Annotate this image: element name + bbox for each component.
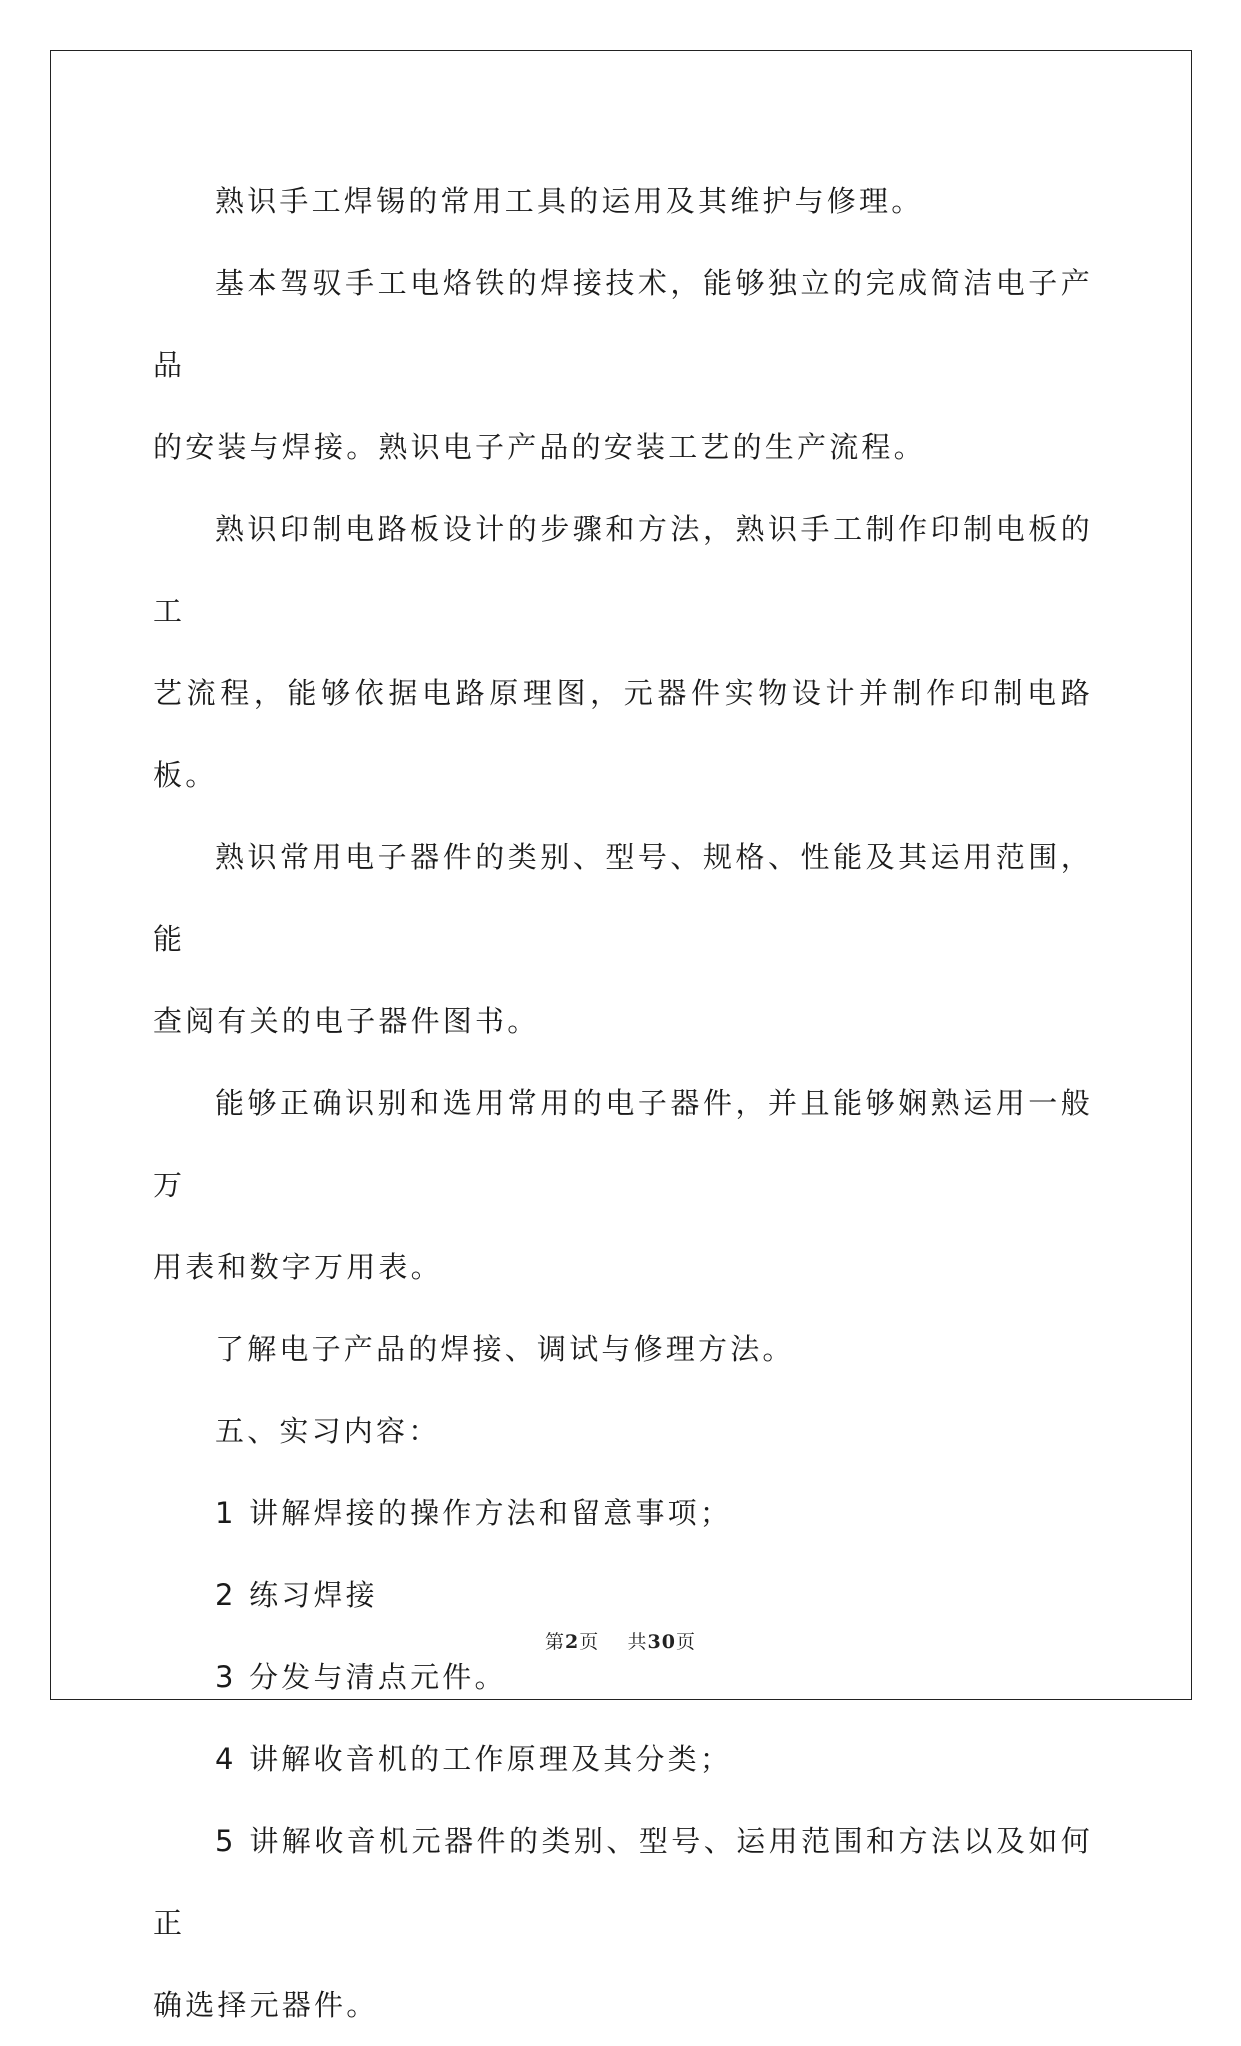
text-line: 1 讲解焊接的操作方法和留意事项； xyxy=(215,1496,733,1530)
section-heading xyxy=(153,1390,1093,1472)
text-line: 3 分发与清点元件。 xyxy=(215,1660,507,1694)
list-item-1 xyxy=(153,1472,1093,1554)
footer-page-suffix: 页 xyxy=(579,1631,600,1653)
section-heading-text: 五、实习内容： xyxy=(215,1414,441,1448)
text-line: 的安装与焊接。熟识电子产品的安装工艺的生产流程。 xyxy=(153,430,926,464)
text-line: 能够正确识别和选用常用的电子器件，并且能够娴熟运用一般万 xyxy=(153,1086,1093,1202)
list-item-2 xyxy=(153,1554,1093,1636)
footer-prefix: 第 xyxy=(545,1631,566,1653)
text-line: 熟识印制电路板设计的步骤和方法，熟识手工制作印制电板的工 xyxy=(153,512,1093,628)
text-line: 了解电子产品的焊接、调试与修理方法。 xyxy=(215,1332,795,1366)
paragraph-6 xyxy=(153,1308,1093,1390)
current-page-number: 2 xyxy=(565,1631,580,1653)
footer-total-suffix: 页 xyxy=(675,1631,696,1653)
paragraph-3 xyxy=(153,488,1093,816)
text-line: 查阅有关的电子器件图书。 xyxy=(153,1004,540,1038)
text-line: 用表和数字万用表。 xyxy=(153,1250,443,1284)
list-item-5 xyxy=(153,1800,1093,2046)
text-line: 5 讲解收音机元器件的类别、型号、运用范围和方法以及如何正 xyxy=(153,1824,1093,1940)
text-line: 确选择元器件。 xyxy=(153,1988,379,2022)
text-line: 熟识常用电子器件的类别、型号、规格、性能及其运用范围，能 xyxy=(153,840,1093,956)
paragraph-1 xyxy=(153,160,1093,242)
paragraph-5 xyxy=(153,1062,1093,1308)
text-line: 基本驾驭手工电烙铁的焊接技术，能够独立的完成简洁电子产品 xyxy=(153,266,1093,382)
document-body xyxy=(153,160,1093,2046)
footer-total-prefix: 共 xyxy=(627,1631,648,1653)
list-item-4 xyxy=(153,1718,1093,1800)
total-pages-number: 30 xyxy=(647,1631,676,1653)
text-line: 2 练习焊接 xyxy=(215,1578,378,1612)
text-line: 艺流程，能够依据电路原理图，元器件实物设计并制作印制电路板。 xyxy=(153,676,1093,792)
page-footer xyxy=(0,1627,1241,1654)
text-line: 4 讲解收音机的工作原理及其分类； xyxy=(215,1742,733,1776)
paragraph-4 xyxy=(153,816,1093,1062)
paragraph-2 xyxy=(153,242,1093,488)
text-line: 熟识手工焊锡的常用工具的运用及其维护与修理。 xyxy=(215,184,924,218)
